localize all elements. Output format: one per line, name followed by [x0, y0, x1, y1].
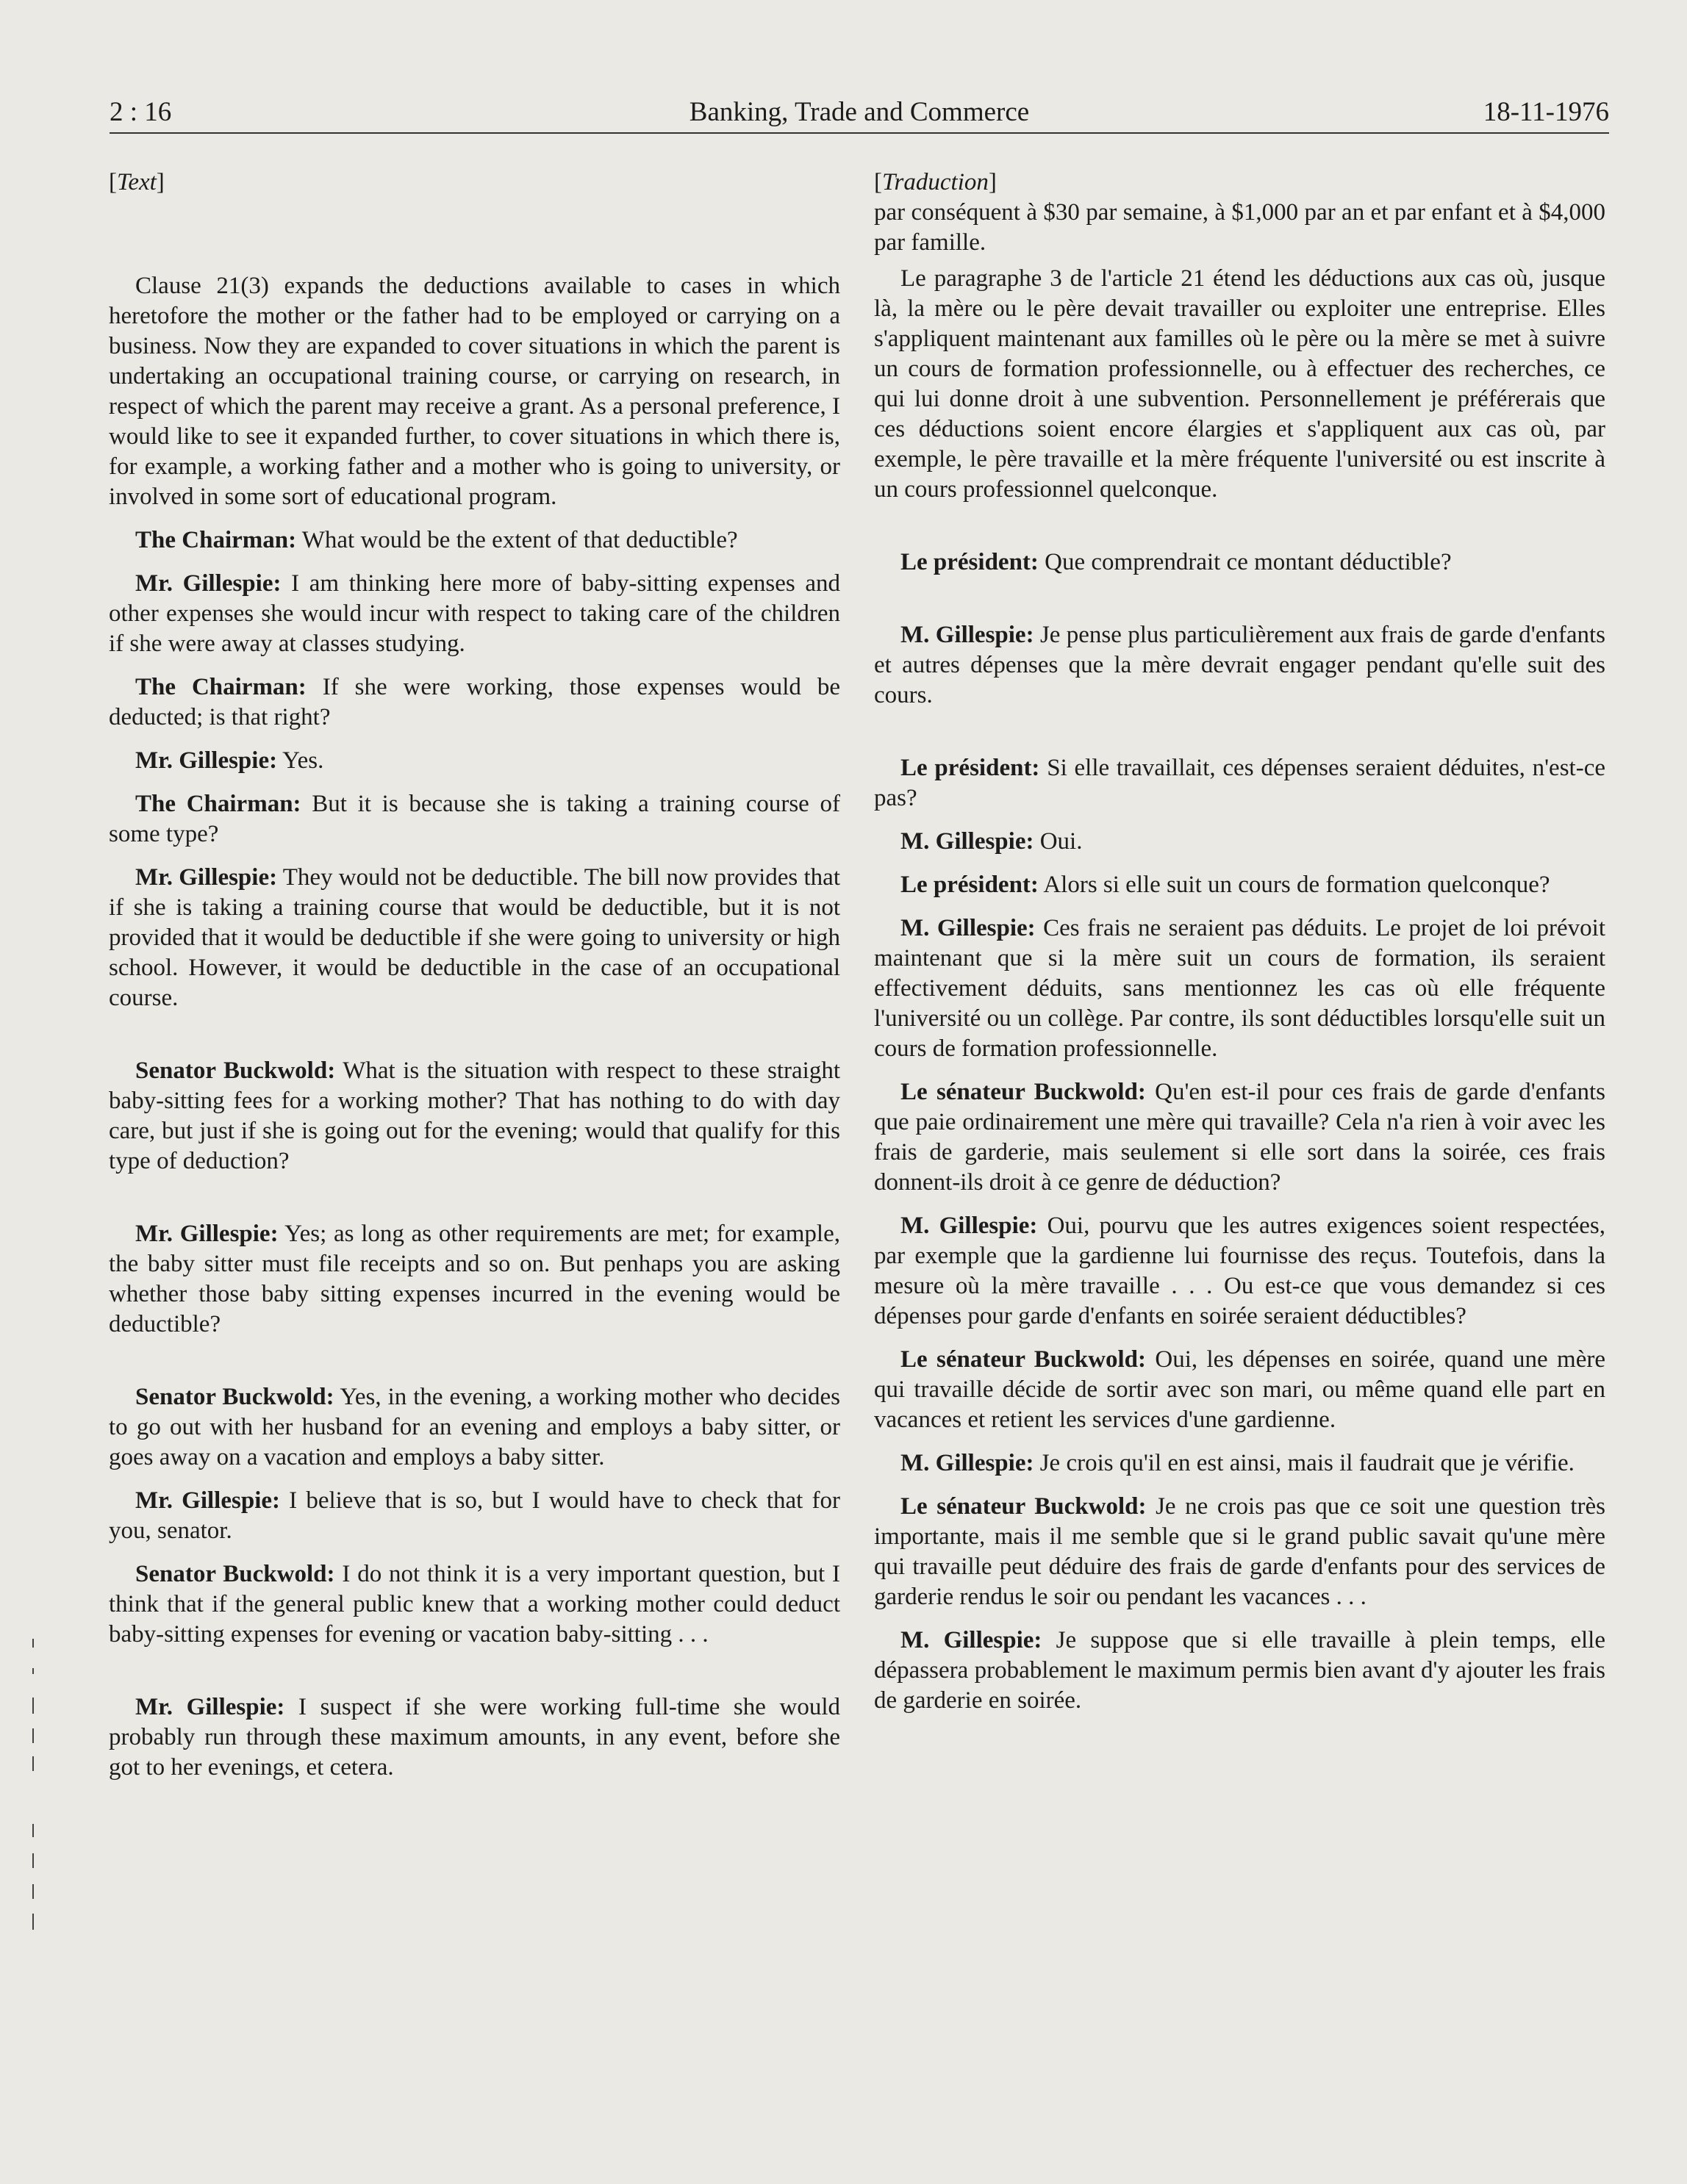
english-paragraph-13: Mr. Gillespie: I suspect if she were working full-time she would probably run through these maximum amounts, in any event, before she got to her evenings, et cetera.: [109, 1694, 840, 1781]
french-paragraph-6: M. Gillespie: Oui.: [900, 828, 1083, 855]
english-paragraph-4: The Chairman: If she were working, those expenses would be deducted; is that right?: [109, 674, 840, 730]
french-paragraph-10: M. Gillespie: Oui, pourvu que les autres exigences soient respectées, par exemple que la gardienne lui fournisse des reçus. Toutefois, dans la mesure où la mère travaille . . . Ou est-ce que vous demandez si ces dépenses pour garde d'enfants en soirée seraient déductibles?: [874, 1213, 1605, 1329]
english-paragraph-9: Mr. Gillespie: Yes; as long as other requirements are met; for example, the baby sitter must file receipts and so on. But penhaps you are asking whether those baby sitting expenses incurred in the evening would be deductible?: [109, 1221, 840, 1337]
french-paragraph-13: Le sénateur Buckwold: Je ne crois pas que ce soit une question très importante, mais il me semble que si le grand public savait qu'une mère qui travaille peut déduire des frais de garde d'enfants pour des services de garderie rendus le soir ou pendant les vacances . . .: [874, 1493, 1606, 1610]
english-paragraph-2: The Chairman: What would be the extent of that deductible?: [135, 527, 738, 553]
french-paragraph-9: Le sénateur Buckwold: Qu'en est-il pour ces frais de garde d'enfants que paie ordinairement une mère qui travaille? Cela n'a rien à voir avec les frais de garderie, mais seulement si elle sort dans la soirée, ces frais donnent-ils droit à ce genre de déduction?: [874, 1079, 1605, 1196]
french-paragraph-5: Le président: Si elle travaillait, ces dépenses seraient déduites, n'est-ce pas?: [874, 755, 1605, 811]
english-paragraph-7: Mr. Gillespie: They would not be deductible. The bill now provides that if she is taking a training course that would be deductible, but it is not provided that it would be deductible if she were going to university or high school. However, it would be deductible in the case of an occupational course.: [109, 864, 840, 1011]
french-heading: [Traduction]: [874, 169, 997, 195]
margin-mark: [32, 1728, 34, 1743]
english-column: [109, 168, 840, 1796]
french-paragraph-12: M. Gillespie: Je crois qu'il en est ainsi, mais il faudrait que je vérifie.: [900, 1450, 1575, 1476]
margin-mark: [32, 1824, 34, 1837]
margin-mark: [32, 1914, 34, 1930]
french-paragraph-4: M. Gillespie: Je pense plus particulièrement aux frais de garde d'enfants et autres dépenses que la mère devrait engager pendant qu'elle suit des cours.: [874, 622, 1606, 708]
page-header: [110, 94, 1609, 134]
margin-mark: [32, 1698, 34, 1714]
french-paragraph-14: M. Gillespie: Je suppose que si elle travaille à plein temps, elle dépassera probablement le maximum permis bien avant d'y ajouter les frais de garderie en soirée.: [874, 1627, 1605, 1714]
french-paragraph-7: Le président: Alors si elle suit un cours de formation quelconque?: [900, 872, 1550, 898]
french-paragraph-1: par conséquent à $30 par semaine, à $1,000 par an et par enfant et à $4,000 par famille.: [874, 199, 1605, 256]
margin-mark: [32, 1668, 34, 1674]
french-paragraph-2: Le paragraphe 3 de l'article 21 étend les déductions aux cas où, jusque là, la mère ou le père devait travailler ou exploiter une entreprise. Elles s'appliquent maintenant aux familles où le père ou la mère se met à suivre un cours de formation professionnelle, ou à effectuer des recherches, ce qui lui donne droit à une subvention. Personnellement je préférerais que ces déductions soient encore élargies et s'appliquent aux cas où, par exemple, le père travaille et la mère fréquente l'université ou est inscrite à un cours professionnel quelconque.: [874, 265, 1605, 503]
margin-mark: [32, 1853, 34, 1868]
english-paragraph-5: Mr. Gillespie: Yes.: [135, 747, 324, 774]
english-paragraph-10: Senator Buckwold: Yes, in the evening, a working mother who decides to go out with her husband for an evening and employs a baby sitter, or goes away on a vacation and employs a baby sitter.: [109, 1384, 841, 1470]
english-paragraph-1: Clause 21(3) expands the deductions available to cases in which heretofore the mother or the father had to be employed or carrying on a business. Now they are expanded to cover situations in which the parent is undertaking an occupational training course, or carrying on research, in respect of which the parent may receive a grant. As a personal preference, I would like to see it expanded further, to cover situations in which there is, for example, a working father and a mother who is going to university, or involved in some sort of educational program.: [109, 273, 840, 510]
margin-mark: [32, 1639, 34, 1648]
english-paragraph-3: Mr. Gillespie: I am thinking here more of baby-sitting expenses and other expenses she would incur with respect to taking care of the children if she were away at classes studying.: [109, 570, 841, 657]
margin-mark: [32, 1756, 34, 1771]
french-paragraph-3: Le président: Que comprendrait ce montant déductible?: [900, 549, 1452, 575]
english-paragraph-6: The Chairman: But it is because she is taking a training course of some type?: [109, 791, 841, 847]
english-heading: [Text]: [109, 169, 165, 195]
french-paragraph-8: M. Gillespie: Ces frais ne seraient pas déduits. Le projet de loi prévoit maintenant que si la mère suit un cours de formation, ils seraient effectivement déduits, sans mentionnez les cas où elle fréquente l'université ou un collège. Par contre, ils sont déductibles lorsqu'elle suit un cours de formation professionnelle.: [874, 915, 1606, 1062]
english-paragraph-11: Mr. Gillespie: I believe that is so, but I would have to check that for you, senator.: [109, 1487, 840, 1544]
page-number: 2 : 16: [110, 97, 172, 127]
french-paragraph-11: Le sénateur Buckwold: Oui, les dépenses en soirée, quand une mère qui travaille décide de sortir avec son mari, ou même quand elle part en vacances et retient les services d'une gardienne.: [874, 1346, 1605, 1433]
page-date: 18-11-1976: [1483, 97, 1609, 127]
english-paragraph-12: Senator Buckwold: I do not think it is a very important question, but I think that if the general public knew that a working mother could deduct baby-sitting expenses for evening or vacation baby-sitting . . .: [109, 1561, 841, 1648]
french-column: [874, 168, 1605, 1729]
english-paragraph-8: Senator Buckwold: What is the situation with respect to these straight baby-sitting fees for a working mother? That has nothing to do with day care, but just if she is going out for the evening; would that qualify for this type of deduction?: [109, 1057, 840, 1174]
running-title: Banking, Trade and Commerce: [689, 97, 1030, 127]
margin-mark: [32, 1884, 34, 1899]
